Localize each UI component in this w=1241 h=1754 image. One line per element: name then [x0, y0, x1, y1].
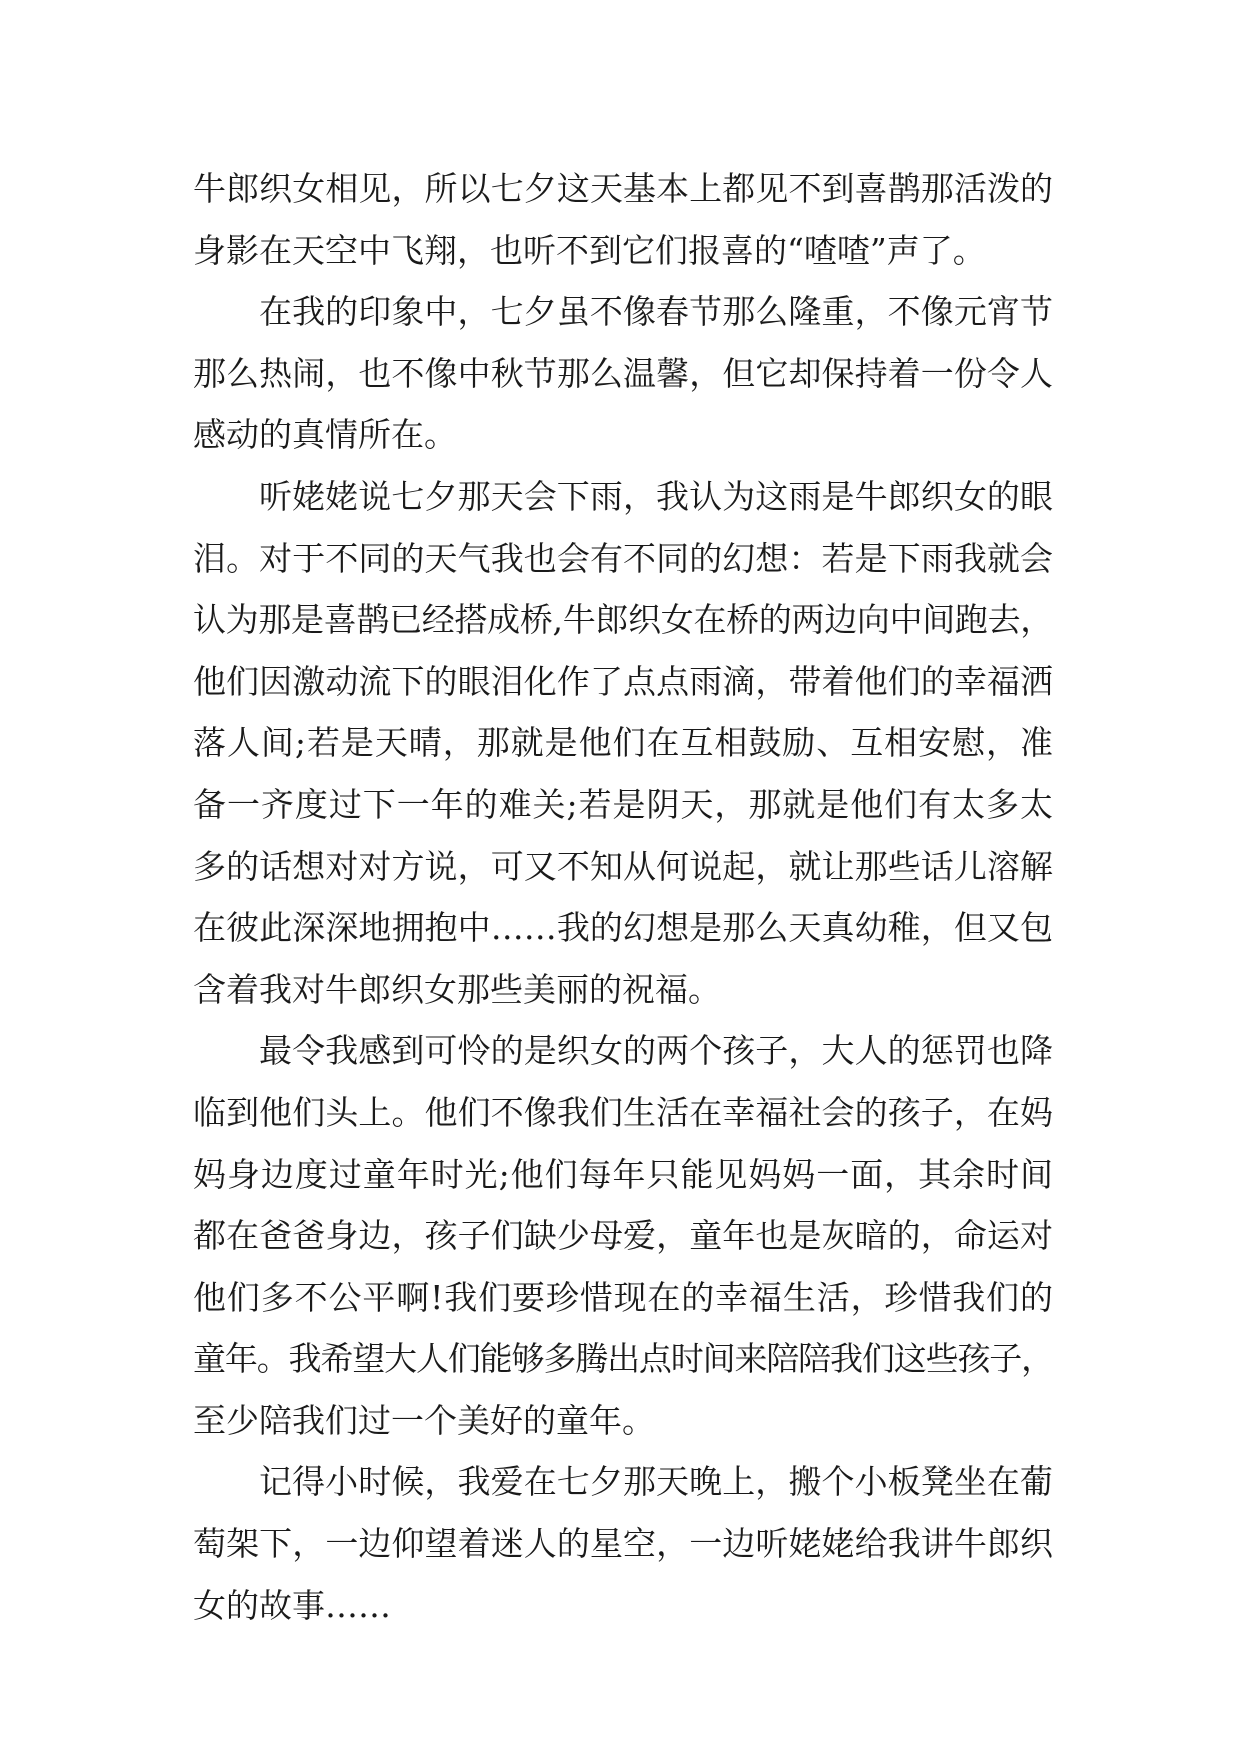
text-line: 含着我对牛郎织女那些美丽的祝福。 [193, 969, 721, 1009]
text-line: 临到他们头上。他们不像我们生活在幸福社会的孩子，在妈 [193, 1092, 1053, 1132]
text-line: 最令我感到可怜的是织女的两个孩子，大人的惩罚也降 [259, 1031, 1053, 1071]
text-line: 在彼此深深地拥抱中……我的幻想是那么天真幼稚，但又包 [193, 908, 1053, 948]
text-line: 身影在天空中飞翔，也听不到它们报喜的“喳喳”声了。 [193, 230, 986, 270]
document-body-text [193, 158, 1053, 1636]
text-line: 备一齐度过下一年的难关;若是阴天，那就是他们有太多太 [193, 784, 1053, 824]
text-line: 他们多不公平啊!我们要珍惜现在的幸福生活，珍惜我们的 [193, 1277, 1053, 1317]
text-line: 都在爸爸身边，孩子们缺少母爱，童年也是灰暗的，命运对 [193, 1216, 1053, 1256]
text-line: 记得小时候，我爱在七夕那天晚上，搬个小板凳坐在葡 [259, 1462, 1053, 1502]
text-line: 感动的真情所在。 [193, 415, 457, 455]
text-line: 落人间;若是天晴，那就是他们在互相鼓励、互相安慰，准 [193, 723, 1053, 763]
text-line: 童年。我希望大人们能够多腾出点时间来陪陪我们这些孩子， [193, 1339, 1053, 1379]
text-line: 听姥姥说七夕那天会下雨，我认为这雨是牛郎织女的眼 [259, 476, 1053, 516]
text-line: 多的话想对对方说，可又不知从何说起，就让那些话儿溶解 [193, 846, 1053, 886]
text-line: 妈身边度过童年时光;他们每年只能见妈妈一面，其余时间 [193, 1154, 1053, 1194]
text-line: 认为那是喜鹊已经搭成桥,牛郎织女在桥的两边向中间跑去， [193, 600, 1053, 640]
text-line: 泪。对于不同的天气我也会有不同的幻想：若是下雨我就会 [193, 538, 1053, 578]
text-line: 萄架下，一边仰望着迷人的星空，一边听姥姥给我讲牛郎织 [193, 1524, 1053, 1564]
text-line: 那么热闹，也不像中秋节那么温馨，但它却保持着一份令人 [193, 353, 1053, 393]
text-line: 牛郎织女相见，所以七夕这天基本上都见不到喜鹊那活泼的 [193, 169, 1053, 208]
text-line: 在我的印象中，七夕虽不像春节那么隆重，不像元宵节 [259, 292, 1053, 332]
text-line: 至少陪我们过一个美好的童年。 [193, 1400, 655, 1440]
text-line: 女的故事…… [193, 1585, 391, 1625]
text-line: 他们因激动流下的眼泪化作了点点雨滴，带着他们的幸福洒 [193, 661, 1053, 701]
